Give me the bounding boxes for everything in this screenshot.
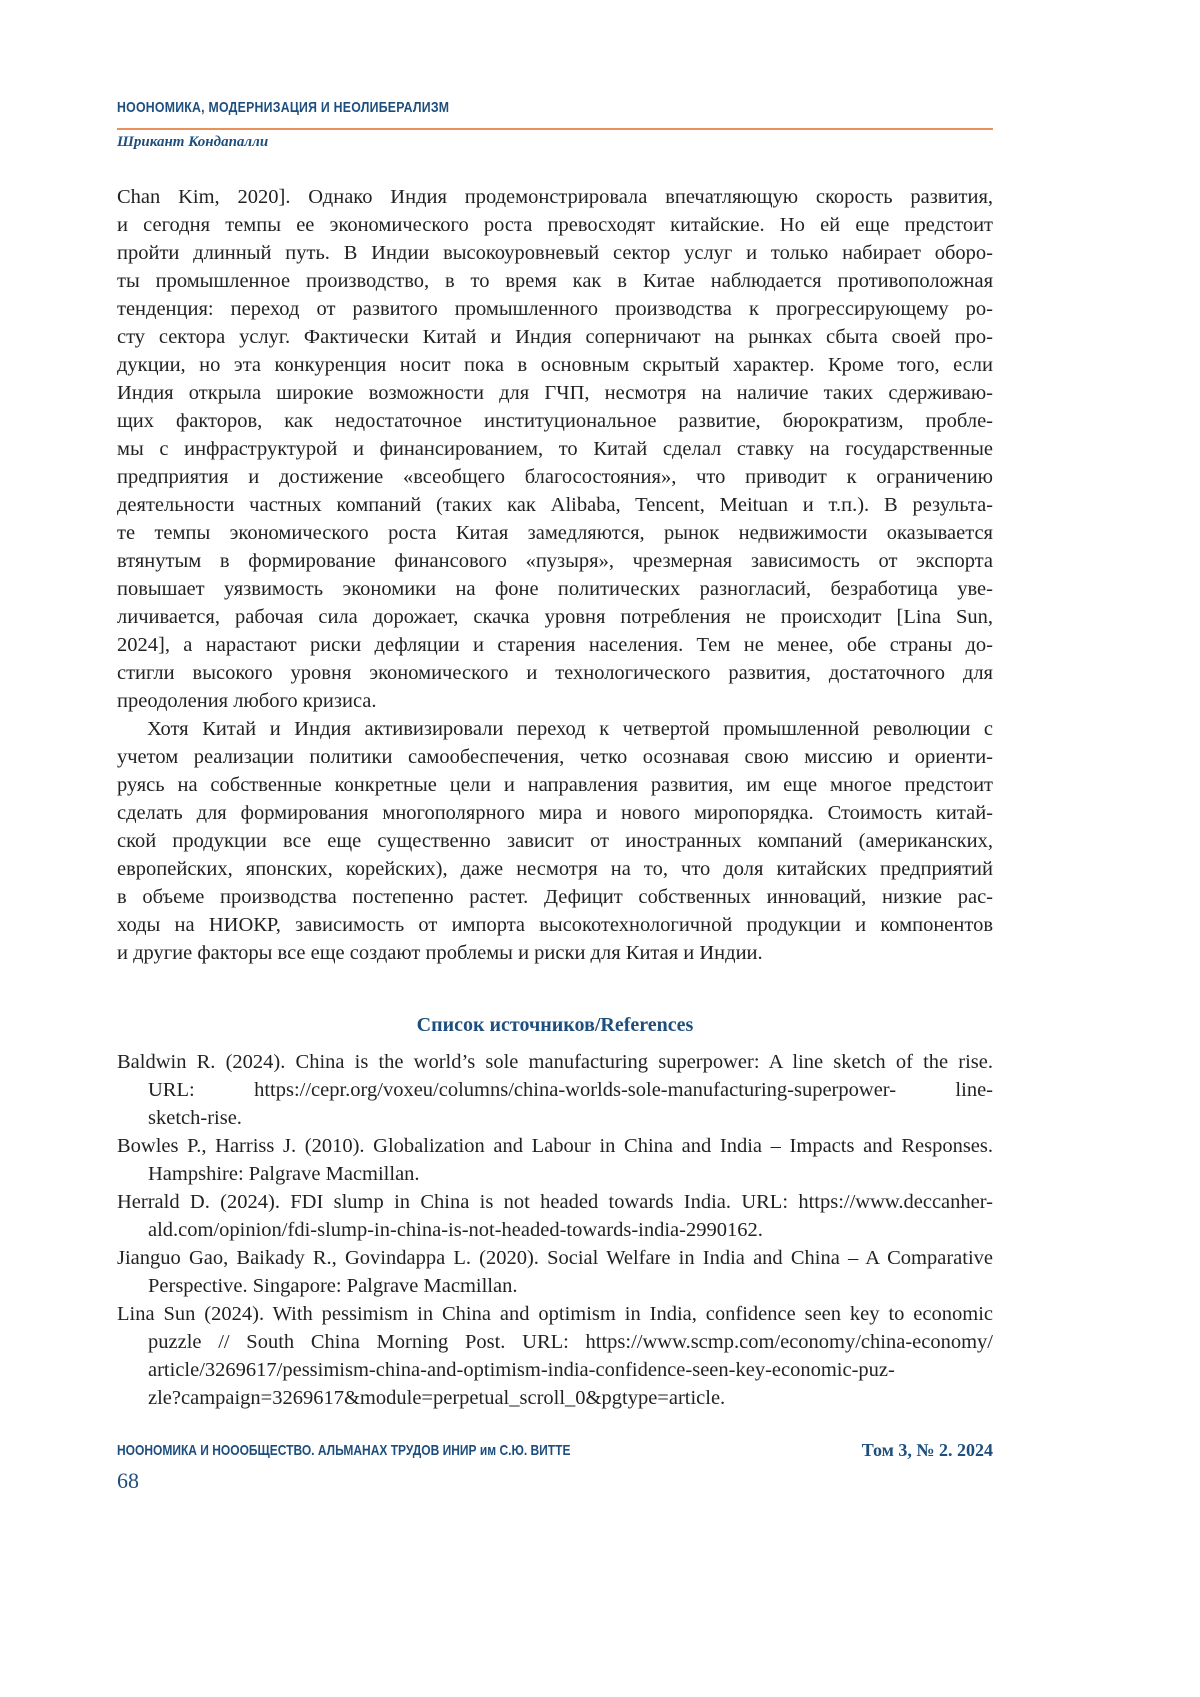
text-line: те темпы экономического роста Китая замедляются, рынок недвижимости оказывается [117,519,993,547]
text-line: сделать для формирования многополярного мира и нового миропорядка. Стоимость китай- [117,799,993,827]
text-line: сту сектора услуг. Фактически Китай и Индия соперничают на рынках сбыта своей про- [117,323,993,351]
running-header-author: Шрикант Кондапалли [117,134,268,151]
text-line: личивается, рабочая сила дорожает, скачка уровня потребления не происходит [Lina Sun, [117,603,993,631]
reference-line: Lina Sun (2024). With pessimism in China and optimism in India, confidence seen key to economic [117,1300,993,1328]
article-body [117,183,993,967]
text-line: и сегодня темпы ее экономического роста превосходят китайские. Но ей еще предстоит [117,211,993,239]
text-line: втянутым в формирование финансового «пузыря», чрезмерная зависимость от экспорта [117,547,993,575]
text-line: щих факторов, как недостаточное институциональное развитие, бюрократизм, пробле- [117,407,993,435]
reference-line: Baldwin R. (2024). China is the world’s sole manufacturing superpower: A line sketch of the rise. [117,1048,993,1076]
text-line: в объеме производства постепенно растет. Дефицит собственных инноваций, низкие рас- [117,883,993,911]
page-number: 68 [117,1468,139,1494]
text-line: европейских, японских, корейских), даже несмотря на то, что доля китайских предприятий [117,855,993,883]
text-line: ской продукции все еще существенно зависит от иностранных компаний (американских, [117,827,993,855]
references-list [117,1048,993,1412]
text-line: предприятия и достижение «всеобщего благосостояния», что приводит к ограничению [117,463,993,491]
reference-line: puzzle // South China Morning Post. URL: https://www.scmp.com/economy/china-economy/ [117,1328,993,1356]
reference-line: article/3269617/pessimism-china-and-optimism-india-confidence-seen-key-economic-puz- [117,1356,993,1384]
reference-item [117,1132,993,1188]
text-line: стигли высокого уровня экономического и технологического развития, достаточного для [117,659,993,687]
reference-line: Bowles P., Harriss J. (2010). Globalization and Labour in China and India – Impacts and Responses. [117,1132,993,1160]
reference-item [117,1244,993,1300]
reference-line: Perspective. Singapore: Palgrave Macmillan. [117,1272,993,1300]
header-divider [117,128,993,130]
reference-line: Hampshire: Palgrave Macmillan. [117,1160,993,1188]
text-line: преодоления любого кризиса. [117,687,993,715]
reference-item [117,1048,993,1132]
paragraph [117,183,993,715]
text-line: ходы на НИОКР, зависимость от импорта высокотехнологичной продукции и компонентов [117,911,993,939]
reference-line: Jianguo Gao, Baikady R., Govindappa L. (2020). Social Welfare in India and China – A Comparative [117,1244,993,1272]
reference-line: Herrald D. (2024). FDI slump in China is not headed towards India. URL: https://www.deccanher- [117,1188,993,1216]
text-line: Индия открыла широкие возможности для ГЧП, несмотря на наличие таких сдерживаю- [117,379,993,407]
reference-item [117,1188,993,1244]
text-line: Хотя Китай и Индия активизировали переход к четвертой промышленной революции с [117,715,993,743]
running-header-section: НООНОМИКА, МОДЕРНИЗАЦИЯ И НЕОЛИБЕРАЛИЗМ [117,99,449,116]
reference-line: ald.com/opinion/fdi-slump-in-china-is-not-headed-towards-india-2990162. [117,1216,993,1244]
reference-line: zle?campaign=3269617&module=perpetual_scroll_0&pgtype=article. [117,1384,993,1412]
text-line: дукции, но эта конкуренция носит пока в основным скрытый характер. Кроме того, если [117,351,993,379]
reference-item [117,1300,993,1412]
reference-line: sketch-rise. [117,1104,993,1132]
text-line: руясь на собственные конкретные цели и направления развития, им еще многое предстоит [117,771,993,799]
footer-volume: Том 3, № 2. 2024 [862,1440,993,1461]
references-heading: Список источников/References [0,1014,1110,1037]
reference-line: URL: https://cepr.org/voxeu/columns/china-worlds-sole-manufacturing-superpower- line- [117,1076,993,1104]
text-line: деятельности частных компаний (таких как Alibaba, Tencent, Meituan и т.п.). В результа- [117,491,993,519]
paragraph [117,715,993,967]
text-line: учетом реализации политики самообеспечения, четко осознавая свою миссию и ориенти- [117,743,993,771]
text-line: и другие факторы все еще создают проблемы и риски для Китая и Индии. [117,939,993,967]
text-line: пройти длинный путь. В Индии высокоуровневый сектор услуг и только набирает оборо- [117,239,993,267]
text-line: тенденция: переход от развитого промышленного производства к прогрессирующему ро- [117,295,993,323]
text-line: мы с инфраструктурой и финансированием, то Китай сделал ставку на государственные [117,435,993,463]
footer-journal-title: НООНОМИКА И НОООБЩЕСТВО. АЛЬМАНАХ ТРУДОВ ИНИР им С.Ю. ВИТТЕ [117,1442,570,1459]
text-line: ты промышленное производство, в то время как в Китае наблюдается противоположная [117,267,993,295]
text-line: 2024], а нарастают риски дефляции и старения населения. Тем не менее, обе страны до- [117,631,993,659]
text-line: повышает уязвимость экономики на фоне политических разногласий, безработица уве- [117,575,993,603]
text-line: Chan Kim, 2020]. Однако Индия продемонстрировала впечатляющую скорость развития, [117,183,993,211]
